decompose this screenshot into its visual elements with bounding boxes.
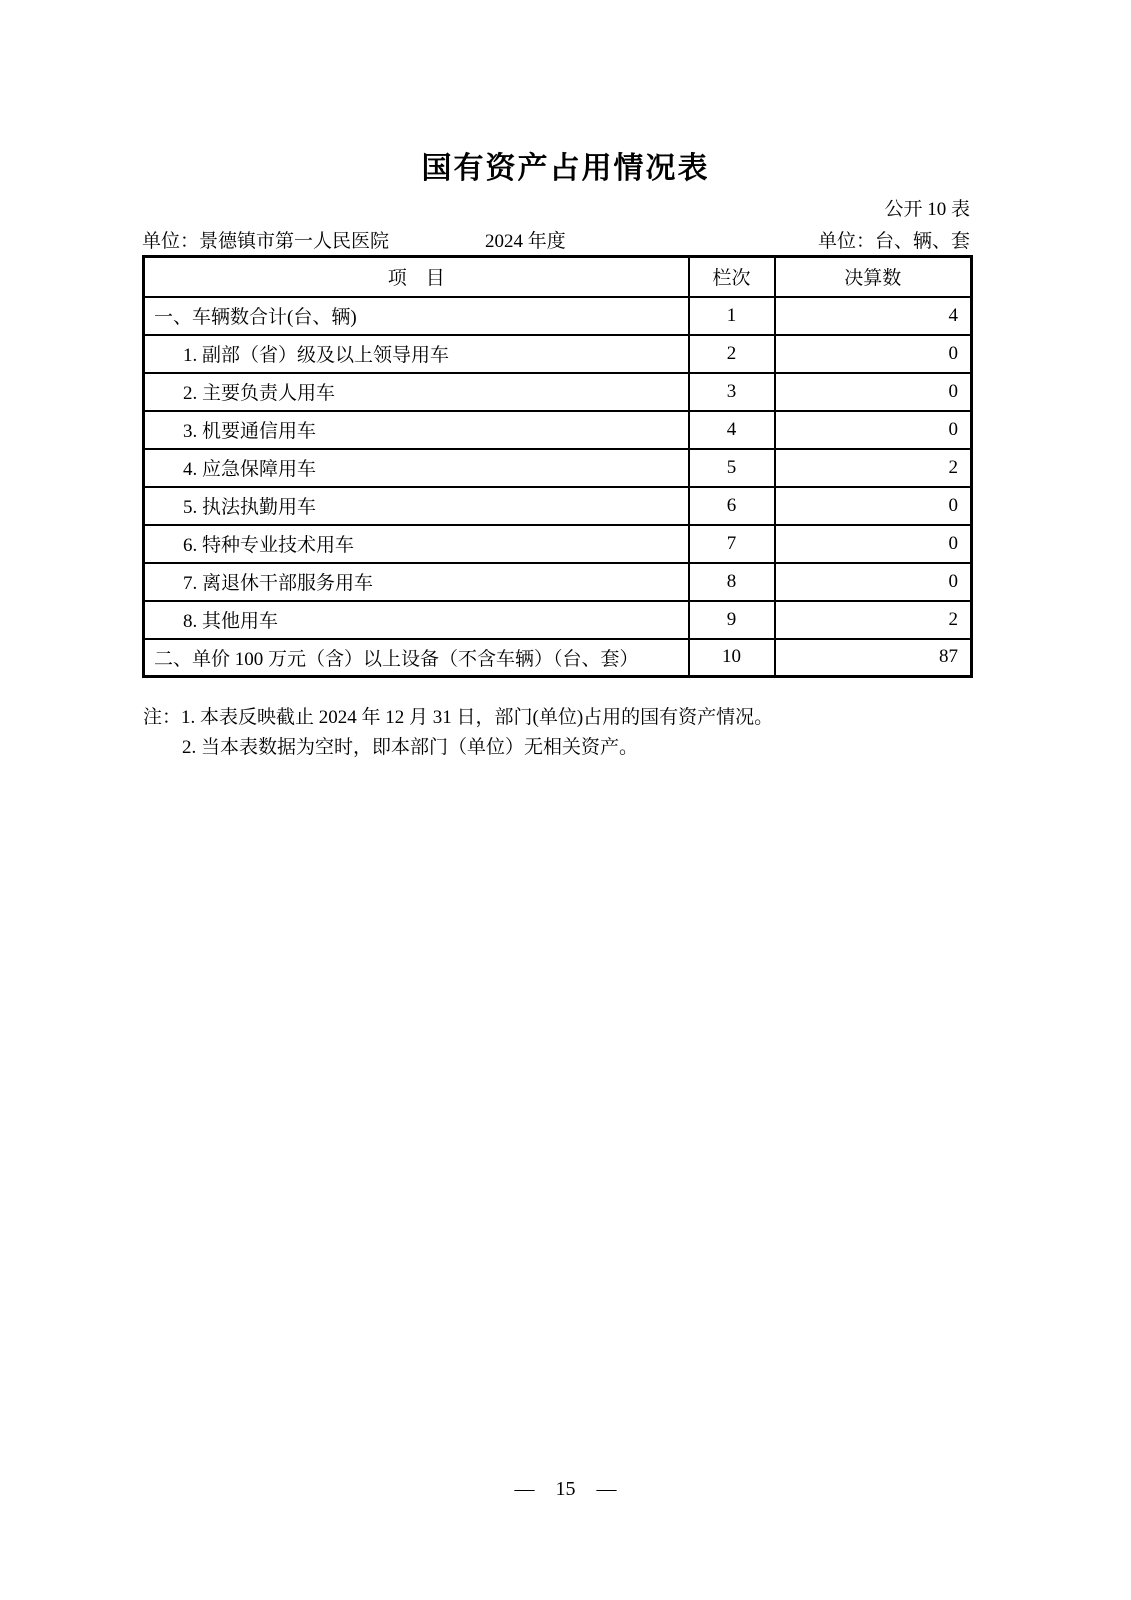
value-cell: 0 — [775, 411, 972, 449]
colno-cell: 4 — [689, 411, 775, 449]
colno-cell: 5 — [689, 449, 775, 487]
footnote-line-2: 2. 当本表数据为空时，即本部门（单位）无相关资产。 — [182, 737, 639, 758]
measure-unit-label: 单位：台、辆、套 — [817, 231, 970, 252]
table-row — [144, 297, 972, 335]
table-reference-label: 公开 10 表 — [884, 199, 970, 220]
column-header-value: 决算数 — [775, 257, 972, 297]
value-cell: 0 — [775, 525, 972, 563]
item-cell: 一、车辆数合计(台、辆) — [144, 297, 689, 335]
footnote-line-1: 注：1. 本表反映截止 2024 年 12 月 31 日，部门(单位)占用的国有资产情况。 — [143, 707, 774, 728]
table-row — [144, 373, 972, 411]
item-cell: 6. 特种专业技术用车 — [144, 525, 689, 563]
table-row — [144, 487, 972, 525]
colno-cell: 3 — [689, 373, 775, 411]
colno-cell: 8 — [689, 563, 775, 601]
item-cell: 8. 其他用车 — [144, 601, 689, 639]
table-row — [144, 601, 972, 639]
value-cell: 2 — [775, 601, 972, 639]
item-cell: 1. 副部（省）级及以上领导用车 — [144, 335, 689, 373]
meta-row — [142, 226, 970, 253]
table-header-row — [144, 257, 972, 297]
table-row — [144, 525, 972, 563]
fiscal-year-label: 2024 年度 — [485, 231, 566, 252]
page-number: — 15 — — [514, 1478, 617, 1500]
item-cell: 3. 机要通信用车 — [144, 411, 689, 449]
colno-cell: 7 — [689, 525, 775, 563]
item-cell: 4. 应急保障用车 — [144, 449, 689, 487]
table-row — [144, 411, 972, 449]
table-row — [144, 639, 972, 677]
table-row — [144, 449, 972, 487]
state-assets-table — [142, 255, 973, 678]
item-cell: 二、单价 100 万元（含）以上设备（不含车辆）（台、套） — [144, 639, 689, 677]
table-row — [144, 563, 972, 601]
item-cell: 5. 执法执勤用车 — [144, 487, 689, 525]
value-cell: 0 — [775, 373, 972, 411]
colno-cell: 6 — [689, 487, 775, 525]
colno-cell: 9 — [689, 601, 775, 639]
item-cell: 7. 离退休干部服务用车 — [144, 563, 689, 601]
table-row — [144, 335, 972, 373]
column-header-colno: 栏次 — [689, 257, 775, 297]
column-header-item: 项 目 — [144, 257, 689, 297]
reporting-unit-label: 单位：景德镇市第一人民医院 — [142, 231, 390, 252]
page-title: 国有资产占用情况表 — [421, 152, 710, 185]
footnotes — [143, 703, 971, 763]
colno-cell: 1 — [689, 297, 775, 335]
value-cell: 4 — [775, 297, 972, 335]
colno-cell: 10 — [689, 639, 775, 677]
item-cell: 2. 主要负责人用车 — [144, 373, 689, 411]
colno-cell: 2 — [689, 335, 775, 373]
value-cell: 0 — [775, 563, 972, 601]
value-cell: 0 — [775, 335, 972, 373]
value-cell: 0 — [775, 487, 972, 525]
value-cell: 87 — [775, 639, 972, 677]
value-cell: 2 — [775, 449, 972, 487]
